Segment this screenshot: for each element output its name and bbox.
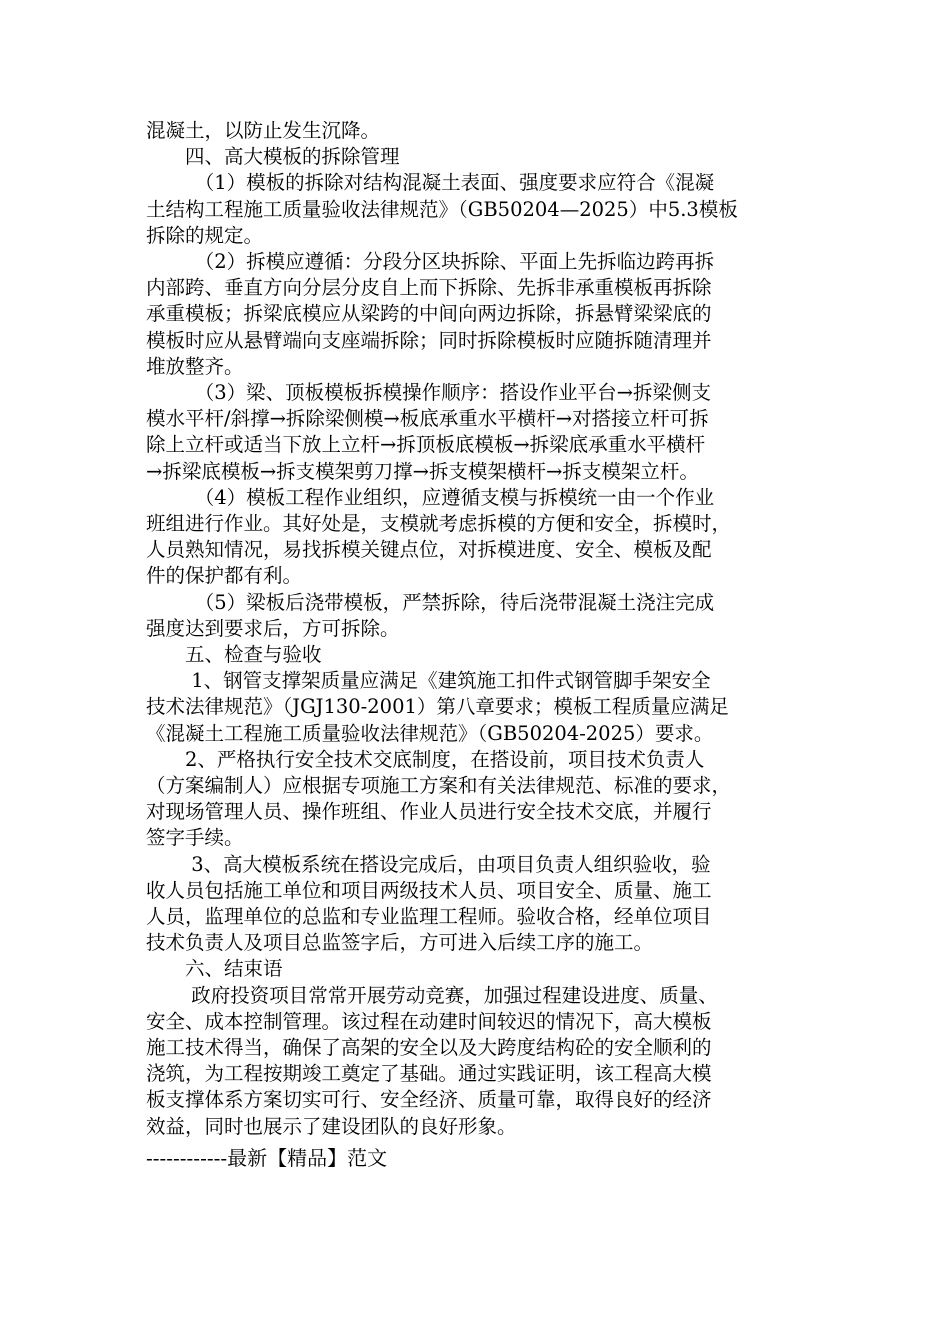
section-heading: 四、高大模板的拆除管理	[146, 145, 400, 169]
text-line: 对现场管理人员、操作班组、作业人员进行安全技术交底，并履行	[146, 800, 712, 824]
text-line: 承重模板；拆梁底模应从梁跨的中间向两边拆除，拆悬臂梁梁底的	[146, 302, 712, 326]
text-line: 技术法律规范》（JGJ130-2001）第八章要求；模板工程质量应满足	[146, 695, 729, 719]
text-line: 效益，同时也展示了建设团队的良好形象。	[146, 1114, 517, 1138]
text-line: 土结构工程施工质量验收法律规范》（GB50204—2025）中5.3模板	[146, 197, 738, 221]
footer-text: ------------最新【精品】范文	[146, 1146, 388, 1170]
text-line: 技术负责人及项目总监签字后，方可进入后续工序的施工。	[146, 931, 654, 955]
text-line: 施工技术得当，确保了高架的安全以及大跨度结构砼的安全顺利的	[146, 1036, 712, 1059]
text-line: 政府投资项目常常开展劳动竞赛，加强过程建设进度、质量、	[146, 983, 718, 1007]
text-line: 《混凝土工程施工质量验收法律规范》（GB50204-2025）要求。	[146, 721, 714, 745]
text-line: 强度达到要求后，方可拆除。	[146, 616, 400, 640]
text-line: 内部跨、垂直方向分层分皮自上而下拆除、先拆非承重模板再拆除	[146, 276, 712, 300]
text-line: 混凝土，以防止发生沉降。	[146, 119, 381, 142]
text-line: 收人员包括施工单位和项目两级技术人员、项目安全、质量、施工	[146, 878, 712, 902]
text-line: 除上立杆或适当下放上立杆→拆顶板底模板→拆梁底承重水平横杆	[146, 433, 706, 457]
text-line: 签字手续。	[146, 826, 244, 850]
text-line: 2、严格执行安全技术交底制度，在搭设前，项目技术负责人	[146, 747, 705, 771]
text-line: （5）梁板后浇带模板，严禁拆除，待后浇带混凝土浇注完成	[146, 590, 715, 614]
text-line: （2）拆模应遵循：分段分区块拆除、平面上先拆临边跨再拆	[146, 250, 715, 273]
text-line: 模板时应从悬臂端向支座端拆除；同时拆除模板时应随拆随清理并	[146, 328, 712, 352]
text-line: （3）梁、顶板模板拆模操作顺序：搭设作业平台→拆梁侧支	[146, 381, 711, 404]
text-line: 人员，监理单位的总监和专业监理工程师。验收合格，经单位项目	[146, 905, 712, 928]
text-line: →拆梁底模板→拆支模架剪刀撑→拆支模架横杆→拆支模架立杆。	[146, 459, 699, 483]
text-line: 板支撑体系方案切实可行、安全经济、质量可靠，取得良好的经济	[146, 1088, 712, 1112]
text-line: 3、高大模板系统在搭设完成后，由项目负责人组织验收，验	[146, 852, 711, 876]
text-line: （1）模板的拆除对结构混凝土表面、强度要求应符合《混凝	[146, 171, 715, 195]
text-line: （方案编制人）应根据专项施工方案和有关法律规范、标准的要求，	[146, 774, 732, 797]
text-line: 班组进行作业。其好处是，支模就考虑拆模的方便和安全，拆模时，	[146, 512, 732, 535]
section-heading: 五、检查与验收	[146, 643, 322, 666]
text-line: 堆放整齐。	[146, 354, 244, 378]
text-line: 拆除的规定。	[146, 223, 264, 247]
text-line: 件的保护都有利。	[146, 564, 303, 588]
text-line: 模水平杆/斜撑→拆除梁侧模→板底承重水平横杆→对搭接立杆可拆	[146, 407, 709, 431]
section-heading: 六、结束语	[146, 957, 283, 981]
text-line: 1、钢管支撑架质量应满足《建筑施工扣件式钢管脚手架安全	[146, 669, 711, 693]
text-line: 安全、成本控制管理。该过程在动建时间较迟的情况下，高大模板	[146, 1009, 712, 1033]
text-line: 浇筑，为工程按期竣工奠定了基础。通过实践证明，该工程高大模	[146, 1062, 712, 1086]
text-line: （4）模板工程作业组织，应遵循支模与拆模统一由一个作业	[146, 485, 715, 509]
text-line: 人员熟知情况，易找拆模关键点位，对拆模进度、安全、模板及配	[146, 538, 712, 562]
